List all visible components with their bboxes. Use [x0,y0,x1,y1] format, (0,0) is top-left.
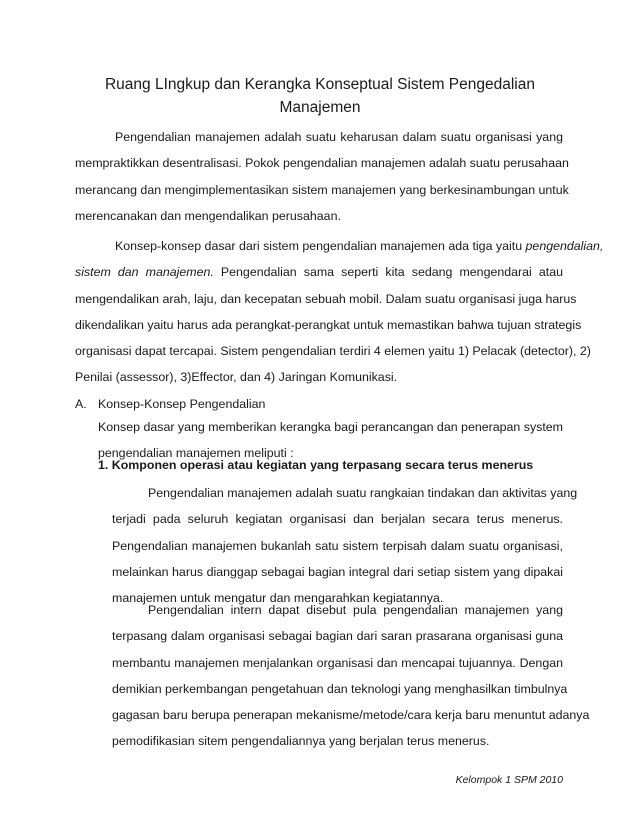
item-1-line: pemodifikasian sitem pengendaliannya yang berjalan terus menerus. [112,734,490,749]
paragraph-2-emphasis: pengendalian, [525,239,604,253]
item-1-paragraph-1 [112,480,578,611]
item-1-title: 1. Komponen operasi atau kegiatan yang terpasang secara terus menerus [98,458,534,472]
paragraph-2-line [75,233,604,259]
section-title: Konsep-Konsep Pengendalian [98,397,266,411]
paragraph-2-text: Pengendalian sama seperti kita sedang mengendarai atau [213,265,563,280]
item-1-line: terjadi pada seluruh kegiatan organisasi dan berjalan secara terus menerus. [112,512,563,527]
item-1-line: gagasan baru berupa penerapan mekanisme/metode/cara kerja baru menuntut adanya [112,708,590,723]
paragraph-2-emphasis: sistem dan manajemen. [75,265,214,280]
item-1-line: membantu manajemen menjalankan organisasi dan mencapai tujuannya. Dengan [112,655,563,670]
section-letter: A. [75,397,87,411]
paragraph-1-line: mempraktikkan desentralisasi. Pokok pengendalian manajemen adalah suatu perusahaan [75,156,569,171]
paragraph-2-line: mengendalikan arah, laju, dan kecepatan sebuah mobil. Dalam suatu organisasi juga harus [75,291,577,306]
paragraph-2-line: organisasi dapat tercapai. Sistem pengendalian terdiri 4 elemen yaitu 1) Pelacak (detector), 2) [75,344,591,359]
section-a-intro-line: Konsep dasar yang memberikan kerangka bagi perancangan dan penerapan system [98,420,563,434]
paragraph-2 [75,233,604,391]
title-line-2: Manajemen [279,99,361,116]
paragraph-1-line: Pengendalian manajemen adalah suatu keharusan dalam suatu organisasi yang [115,130,563,144]
paragraph-2-line: Penilai (assessor), 3)Effector, dan 4) Jaringan Komunikasi. [75,370,398,385]
item-1-line: demikian perkembangan pengetahuan dan teknologi yang menghasilkan timbulnya [112,681,568,696]
paragraph-2-text: Konsep-konsep dasar dari sistem pengendalian manajemen ada tiga yaitu [115,239,526,253]
item-1-line: manajemen untuk mengatur dan mengarahkan kegiatannya. [112,591,444,606]
item-1-paragraph-2 [112,597,590,755]
page-title [90,73,550,119]
item-1-line: melainkan harus dianggap sebagai bagian integral dari setiap sistem yang dipakai [112,564,563,579]
title-line-1: Ruang LIngkup dan Kerangka Konseptual Sistem Pengedalian [104,76,535,93]
item-1-line: Pengendalian manajemen bukanlah satu sistem terpisah dalam suatu organisasi, [112,538,563,553]
paragraph-2-line: dikendalikan yaitu harus ada perangkat-perangkat untuk memastikan bahwa tujuan strategis [75,317,582,332]
item-1-line: terpasang dalam organisasi sebagai bagian dari saran prasarana organisasi guna [112,629,563,644]
paragraph-1-line: merencanakan dan mengendalikan perusahaan. [75,208,341,223]
paragraph-2-line [75,259,563,285]
item-1-line: Pengendalian manajemen adalah suatu rangkaian tindakan dan aktivitas yang [148,486,578,500]
paragraph-1 [75,124,569,229]
page-footer: Kelompok 1 SPM 2010 [455,774,563,786]
item-1-line: Pengendalian intern dapat disebut pula pengendalian manajemen yang [148,603,563,617]
paragraph-1-line: merancang dan mengimplementasikan sistem manajemen yang berkesinambungan untuk [75,182,569,197]
section-a-intro-line: pengendalian manajemen meliputi : [98,446,294,461]
